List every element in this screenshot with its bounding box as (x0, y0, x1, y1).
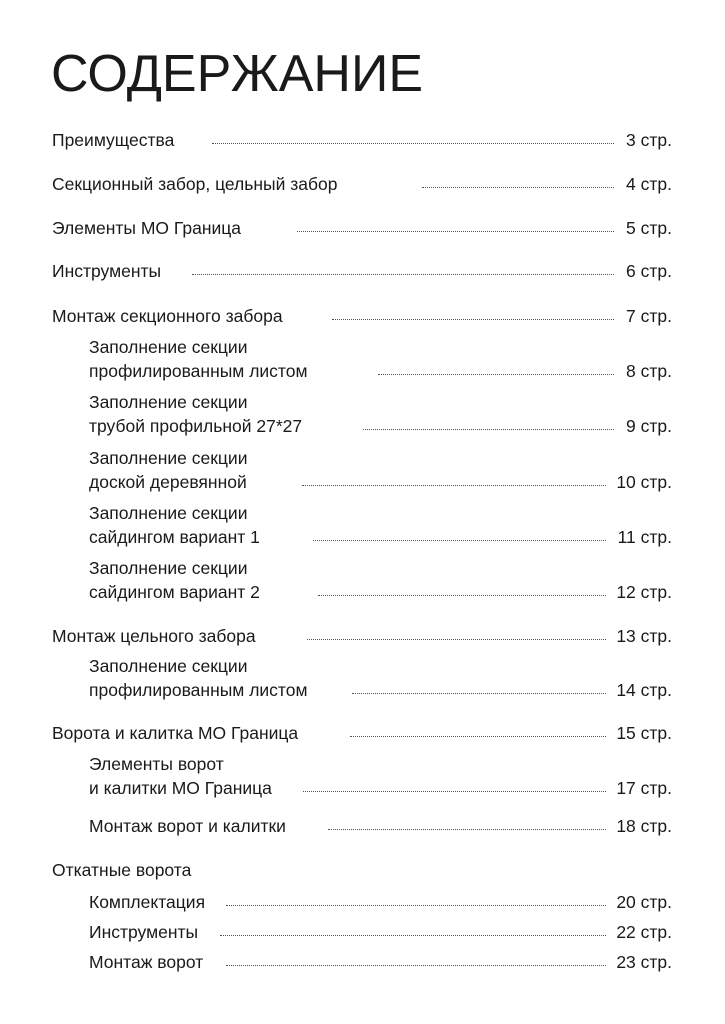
toc-entry-title-line: профилированным листом (89, 361, 308, 381)
toc-entry-page: 5 стр. (626, 218, 672, 238)
toc-entry-title-line: Секционный забор, цельный забор (52, 174, 338, 194)
toc-entry-page: 15 стр. (616, 723, 672, 743)
toc-entry-page: 7 стр. (626, 306, 672, 326)
toc-entry-title-line: доской деревянной (89, 472, 247, 492)
toc-entry-page: 9 стр. (626, 416, 672, 436)
toc-entry-title-line: Элементы МО Граница (52, 218, 242, 238)
toc-entry-title-line: Ворота и калитка МО Граница (52, 723, 299, 743)
toc-entry-title-line: сайдингом вариант 1 (89, 527, 260, 547)
toc-entry-title-line: Инструменты (89, 922, 199, 942)
toc-entry-page: 22 стр. (616, 922, 672, 942)
toc-entry-page: 17 стр. (616, 778, 672, 798)
toc-entry-title-line: Монтаж цельного забора (52, 626, 256, 646)
toc-entry-title-line: Монтаж ворот и калитки (89, 816, 286, 836)
table-of-contents (52, 0, 672, 1024)
toc-entry-title-line: сайдингом вариант 2 (89, 582, 260, 602)
toc-entry-page: 13 стр. (616, 626, 672, 646)
toc-entry-page: 14 стр. (616, 680, 672, 700)
toc-entry-page: 23 стр. (616, 952, 672, 972)
toc-entry-title-line: Заполнение секции (89, 392, 248, 412)
toc-entry-title-line: Монтаж ворот (89, 952, 204, 972)
toc-entry-page: 3 стр. (626, 130, 672, 150)
toc-entry-title-line: Инструменты (52, 261, 162, 281)
dot-leader (226, 965, 606, 966)
toc-entry-page: 6 стр. (626, 261, 672, 281)
toc-entry-title-line: Заполнение секции (89, 656, 248, 676)
toc-entry-title-line: Заполнение секции (89, 558, 248, 578)
toc-entry-title-line: Заполнение секции (89, 448, 248, 468)
toc-entry-page: 10 стр. (616, 472, 672, 492)
toc-entry-page: 8 стр. (626, 361, 672, 381)
toc-entry-title-line: Заполнение секции (89, 503, 248, 523)
toc-entry-title-line: Откатные ворота (52, 860, 192, 880)
toc-entry-title-line: Элементы ворот (89, 754, 224, 774)
toc-entry (52, 0, 672, 974)
toc-entry-page: 20 стр. (616, 892, 672, 912)
toc-entry-title-line: Монтаж секционного забора (52, 306, 283, 326)
toc-entry-page: 4 стр. (626, 174, 672, 194)
toc-entry-page: 12 стр. (616, 582, 672, 602)
toc-entry-title-line: трубой профильной 27*27 (89, 416, 303, 436)
toc-entry-title-line: Преимущества (52, 130, 175, 150)
toc-entry-title (89, 950, 203, 974)
toc-entry-title-line: Комплектация (89, 892, 206, 912)
toc-entry-title-line: и калитки МО Граница (89, 778, 272, 798)
page-title: СОДЕРЖАНИЕ (51, 45, 424, 103)
toc-entry-title-line: профилированным листом (89, 680, 308, 700)
toc-entry-title-line: Заполнение секции (89, 337, 248, 357)
toc-entry-page: 11 стр. (617, 527, 672, 547)
toc-entry-page: 18 стр. (616, 816, 672, 836)
